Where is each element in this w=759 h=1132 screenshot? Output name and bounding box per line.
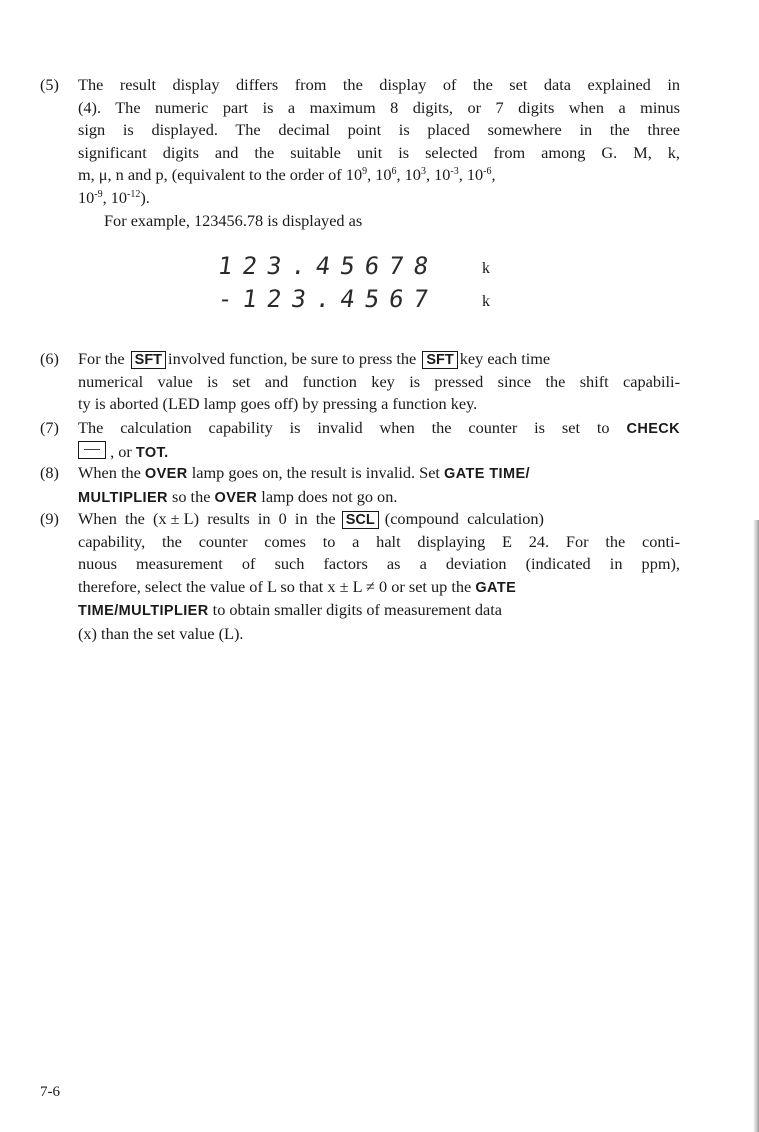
led-display-2	[216, 285, 441, 313]
text-line: nuous measurement of such factors as a deviation (indicated in ppm),	[78, 554, 680, 574]
text-line: significant digits and the suitable unit is selected from among G. M, k,	[78, 142, 680, 162]
item-body	[78, 508, 680, 646]
text-line	[78, 462, 680, 486]
item-body	[78, 74, 680, 232]
text-segment: For the	[78, 349, 125, 368]
item-body	[78, 417, 680, 464]
text-line	[78, 441, 680, 465]
led-digits: -123.4567	[216, 285, 441, 313]
text-segment: to obtain smaller digits of measurement data	[212, 600, 503, 620]
text-line: m, μ, n and p, (equivalent to the order of $10^9$, $10^6$, $10^3$, $10^{-3}$, $10^{-6}$,	[78, 165, 496, 185]
exponent: 3	[420, 166, 426, 178]
multiplier-label: MULTIPLIER	[78, 489, 168, 506]
text-segment: , or	[110, 441, 132, 461]
text-segment: lamp does not go on.	[261, 486, 398, 506]
text-line	[78, 417, 680, 441]
item-9	[40, 508, 680, 646]
check-label: CHECK	[626, 421, 681, 437]
led-unit: k	[482, 260, 490, 277]
text-segment: involved function, be sure to press the	[168, 349, 417, 368]
exponent: 6	[391, 166, 397, 178]
sft-key: SFT	[131, 351, 166, 369]
item-number: (8)	[40, 463, 59, 482]
over-label: OVER	[214, 489, 258, 506]
text-segment: When the	[78, 463, 141, 482]
page-edge-shadow	[753, 520, 759, 1132]
text-line: (4). The numeric part is a maximum 8 digits, or 7 digits when a minus	[78, 97, 680, 117]
text-segment: lamp goes on, the result is invalid. Set	[191, 463, 440, 482]
item-8	[40, 462, 680, 509]
item-number: (7)	[40, 418, 59, 437]
item-number: (9)	[40, 509, 59, 528]
text-segment: When the (x ± L) results in 0 in the	[78, 509, 336, 528]
scl-key: SCL	[342, 511, 379, 529]
led-display-1	[216, 252, 441, 280]
exponent: -3	[450, 166, 459, 178]
exponent: -9	[94, 188, 103, 200]
led-digits: 123.45678	[216, 252, 441, 280]
text-segment: therefore, select the value of L so that x ± L ≠ 0 or set up the	[78, 576, 472, 596]
exponent: -6	[483, 166, 492, 178]
text-segment: key each time	[459, 349, 551, 368]
item-number: (6)	[40, 349, 59, 368]
text-line: numerical value is set and function key is pressed since the shift capabili-	[78, 371, 680, 391]
item-body	[78, 348, 680, 416]
text-line	[78, 599, 680, 623]
item-7	[40, 417, 680, 464]
item-number: (5)	[40, 75, 59, 94]
gate-label: GATE	[475, 579, 517, 596]
item-5	[40, 74, 680, 232]
gate-time-multiplier-label: TIME/MULTIPLIER	[78, 603, 209, 620]
text-line: $10^{-9}$, $10^{-12}$).	[78, 187, 150, 207]
over-label: OVER	[144, 466, 188, 482]
page-number: 7-6	[40, 1084, 60, 1100]
text-line: ty is aborted (LED lamp goes off) by pressing a function key.	[78, 394, 478, 414]
sft-key: SFT	[422, 351, 457, 369]
text-line	[78, 348, 680, 371]
item-6	[40, 348, 680, 416]
text-segment: (compound calculation)	[384, 509, 544, 528]
example-line: For example, 123456.78 is displayed as	[104, 210, 363, 230]
text-line: capability, the counter comes to a halt displaying E 24. For the conti-	[78, 531, 680, 551]
text-segment: so the	[172, 486, 211, 506]
text-line: sign is displayed. The decimal point is placed somewhere in the three	[78, 120, 680, 140]
text-segment: The calculation capability is invalid when the counter is set to	[78, 418, 610, 437]
gate-time-label: GATE TIME/	[444, 466, 530, 482]
text-line	[78, 486, 680, 510]
text-line	[78, 508, 680, 531]
tot-label: TOT.	[135, 444, 169, 461]
exponent: -12	[127, 188, 141, 200]
item-body	[78, 462, 680, 509]
check-mode-key-icon	[78, 441, 106, 459]
text-segment: m, μ, n and p, (equivalent to the order of 10	[78, 165, 363, 185]
text-line: (x) than the set value (L).	[78, 623, 244, 643]
exponent: 9	[362, 166, 368, 178]
text-line: The result display differs from the display of the set data explained in	[78, 75, 680, 94]
text-segment: ).	[140, 187, 150, 207]
text-line	[78, 576, 680, 600]
led-unit: k	[482, 293, 490, 310]
